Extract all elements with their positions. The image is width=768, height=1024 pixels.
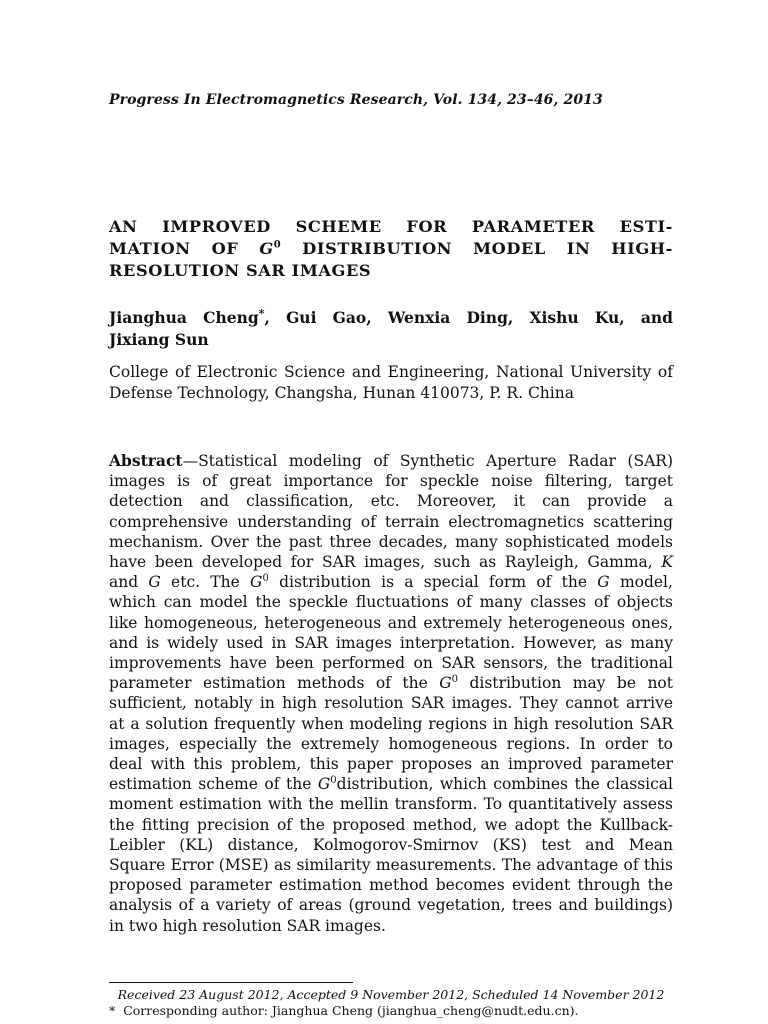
abstract-text: distribution, which combines the classical [336, 775, 673, 794]
footnote-rule [109, 982, 353, 983]
abstract-line: in two high resolution SAR images. [109, 916, 386, 935]
abstract-line: images, especially the extremely homogeneous regions. In order to [109, 734, 673, 753]
abstract-line: improvements have been performed on SAR sensors, the traditional [109, 654, 673, 673]
abstract-line: which can model the speckle fluctuations of many classes of objects [109, 593, 673, 612]
abstract-line: at a solution frequently when modeling regions in high resolution SAR [109, 714, 673, 733]
abstract-line [109, 552, 673, 572]
abstract-line: deal with this problem, this paper proposes an improved parameter [109, 755, 673, 774]
received-dates: Received 23 August 2012, Accepted 9 November 2012, Scheduled 14 November 2012 [117, 987, 665, 1002]
corresponding-author-note [109, 1002, 673, 1019]
affiliation-line: Defense Technology, Changsha, Hunan 410073, P. R. China [109, 384, 574, 402]
abstract-line: Leibler (KL) distance, Kolmogorov-Smirnov (KS) test and Mean [109, 835, 673, 854]
author-name: Jianghua Cheng [109, 308, 259, 327]
symbol-g: G [597, 573, 610, 592]
author-list [109, 307, 673, 351]
symbol-g: G [250, 573, 263, 592]
abstract-text: model, [619, 573, 673, 592]
abstract-text: parameter estimation methods of the [109, 674, 428, 693]
abstract-line: proposed parameter estimation method becomes evident through the [109, 876, 673, 895]
abstract-line: images is of great importance for speckle noise filtering, target [109, 472, 673, 491]
author-line: Jixiang Sun [109, 330, 209, 349]
abstract-line [109, 774, 673, 794]
title-line [109, 238, 673, 260]
abstract-line: like homogeneous, heterogeneous and extremely heterogeneous ones, [109, 613, 673, 632]
abstract-text: distribution is a special form of the [279, 573, 588, 592]
symbol-g: G [148, 573, 161, 592]
journal-header: Progress In Electromagnetics Research, Vol. 134, 23–46, 2013 [109, 92, 603, 108]
abstract-line: sufficient, notably in high resolution SAR images. They cannot arrive [109, 694, 673, 713]
abstract-text: estimation scheme of the [109, 775, 312, 794]
title-superscript: 0 [273, 239, 282, 251]
abstract-line: detection and classification, etc. Moreover, it can provide a [109, 492, 673, 511]
title-line: AN IMPROVED SCHEME FOR PARAMETER ESTI- [109, 217, 673, 236]
title-line: RESOLUTION SAR IMAGES [109, 261, 372, 280]
abstract-line: analysis of a variety of areas (ground vegetation, trees and buildings) [109, 896, 673, 915]
title-symbol-g: G [259, 239, 274, 258]
abstract-line: moment estimation with the mellin transform. To quantitatively assess [109, 795, 673, 814]
author-names: , Gui Gao, Wenxia Ding, Xishu Ku, and [264, 308, 673, 327]
abstract-line [109, 572, 673, 592]
title-text: DISTRIBUTION MODEL IN HIGH- [281, 239, 673, 258]
abstract-heading: Abstract [109, 451, 183, 470]
abstract-line: comprehensive understanding of terrain electromagnetics scattering [109, 512, 673, 531]
symbol-k: K [661, 553, 673, 572]
paper-title [109, 216, 673, 282]
affiliation-line: College of Electronic Science and Engineering, National University of [109, 363, 673, 381]
abstract-line: and is widely used in SAR images interpretation. However, as many [109, 633, 673, 652]
abstract-line: the fitting precision of the proposed method, we adopt the Kullback- [109, 815, 673, 834]
superscript: 0 [262, 573, 269, 585]
abstract-text: —Statistical modeling of Synthetic Aperture Radar (SAR) [182, 452, 673, 470]
abstract [109, 451, 673, 936]
abstract-line [109, 451, 673, 471]
affiliation [109, 362, 673, 404]
abstract-text: etc. The [171, 573, 240, 592]
abstract-text: have been developed for SAR images, such as Rayleigh, Gamma, [109, 553, 653, 572]
author-line [109, 307, 673, 329]
symbol-g: G [317, 775, 331, 794]
corresponding-author-text: Corresponding author: Jianghua Cheng (jianghua_cheng@nudt.edu.cn). [123, 1003, 579, 1018]
abstract-line: Square Error (MSE) as similarity measurements. The advantage of this [109, 856, 673, 875]
abstract-line [109, 673, 673, 693]
title-text: MATION OF [109, 239, 260, 258]
superscript: 0 [451, 674, 459, 686]
abstract-text: distribution may be not [469, 674, 673, 693]
abstract-text: and [109, 573, 139, 592]
superscript: 0 [330, 775, 337, 787]
symbol-g: G [439, 674, 452, 693]
abstract-line: mechanism. Over the past three decades, many sophisticated models [109, 532, 673, 551]
corresponding-mark: * [258, 306, 265, 320]
footnote-mark: * [109, 1003, 116, 1018]
